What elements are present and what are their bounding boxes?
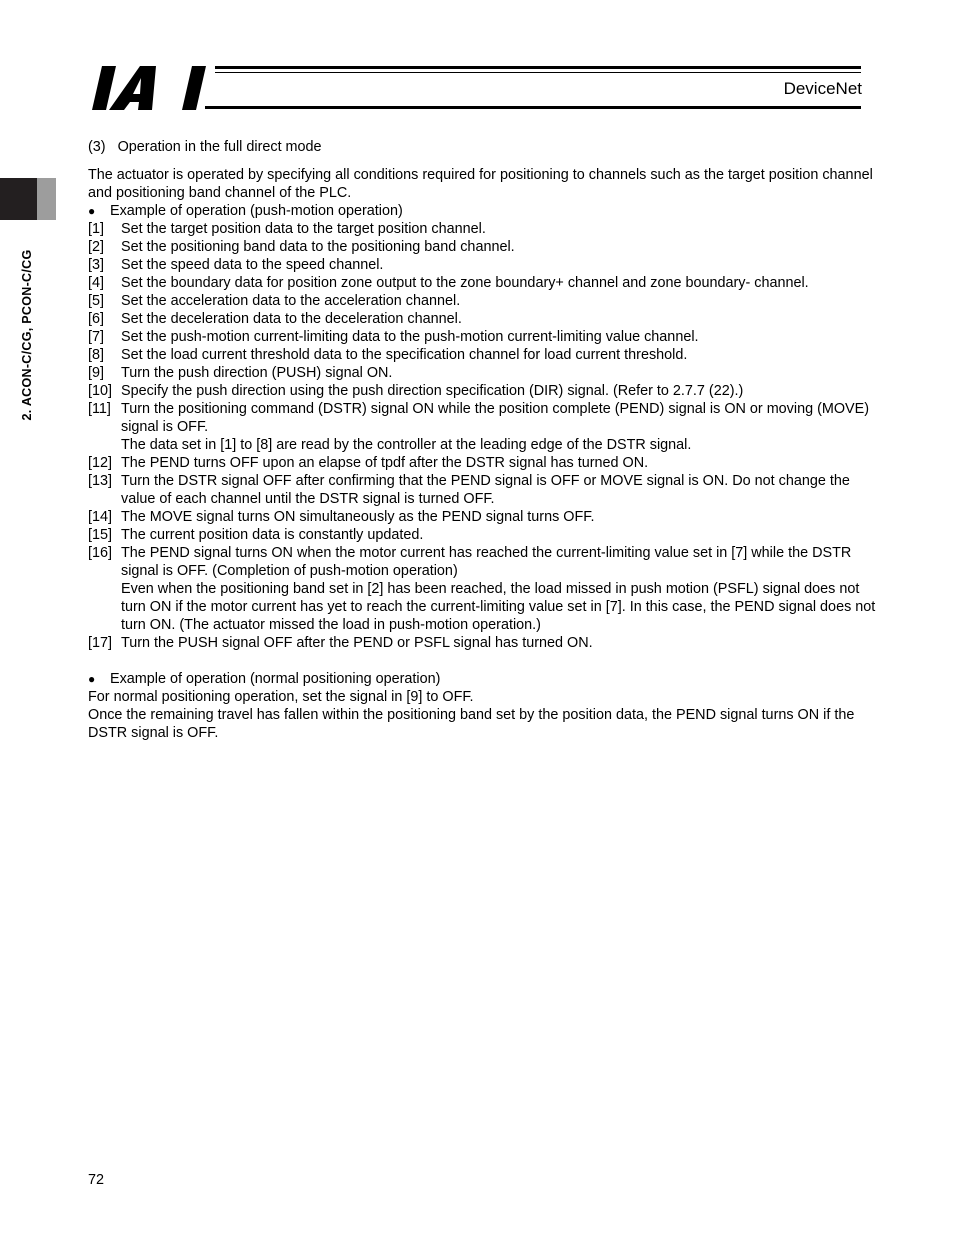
bullet-icon: ●	[88, 672, 96, 686]
list-item	[88, 346, 888, 364]
step-line: Set the acceleration data to the acceleration channel.	[121, 293, 461, 309]
step-number: [2]	[88, 239, 104, 255]
list-item	[88, 634, 888, 652]
bullet-icon: ●	[88, 204, 96, 218]
step-number: [1]	[88, 221, 104, 237]
step-line: Set the target position data to the target position channel.	[121, 221, 486, 237]
step-number: [10]	[88, 383, 113, 399]
step-number: [14]	[88, 509, 113, 525]
step-line: The data set in [1] to [8] are read by the controller at the leading edge of the DSTR signal.	[121, 437, 692, 453]
example-title: Example of operation (normal positioning operation)	[110, 671, 441, 687]
list-item	[88, 454, 888, 472]
step-number: [8]	[88, 347, 104, 363]
list-item	[88, 364, 888, 382]
chapter-side-label: 2. ACON-C/CG, PCON-C/CG	[20, 249, 34, 421]
list-item	[88, 544, 888, 634]
step-number: [15]	[88, 527, 113, 543]
step-number: [17]	[88, 635, 113, 651]
step-number: [13]	[88, 473, 113, 489]
step-text	[121, 472, 888, 508]
list-item	[88, 292, 888, 310]
step-number: [5]	[88, 293, 104, 309]
list-item	[88, 328, 888, 346]
step-number: [11]	[88, 401, 111, 417]
step-text	[121, 292, 888, 310]
step-line: Turn the positioning command (DSTR) signal ON while the position complete (PEND) signal is ON or moving (MOVE) signal is OFF.	[121, 401, 870, 435]
section-title: (3) Operation in the full direct mode	[88, 139, 322, 155]
iai-logo	[92, 66, 212, 110]
list-item	[88, 256, 888, 274]
list-item	[88, 238, 888, 256]
list-item	[88, 382, 888, 400]
example-heading-push	[88, 202, 888, 220]
step-number: [12]	[88, 455, 113, 471]
example-title: Example of operation (push-motion operation)	[110, 203, 403, 219]
step-line: Turn the push direction (PUSH) signal ON.	[121, 365, 393, 381]
step-text	[121, 238, 888, 256]
step-line: Set the boundary data for position zone output to the zone boundary+ channel and zone boundary- channel.	[121, 275, 809, 291]
step-line: The MOVE signal turns ON simultaneously as the PEND signal turns OFF.	[121, 509, 595, 525]
header-rule-top-thin	[215, 72, 861, 73]
example-heading-normal	[88, 670, 888, 688]
chapter-tab-dark	[0, 178, 37, 220]
step-line: The PEND turns OFF upon an elapse of tpdf after the DSTR signal has turned ON.	[121, 455, 649, 471]
step-text	[121, 274, 888, 292]
header-rule-bottom	[205, 106, 861, 109]
step-text	[121, 634, 888, 652]
list-item	[88, 472, 888, 508]
step-text	[121, 310, 888, 328]
step-line: Set the positioning band data to the positioning band channel.	[121, 239, 515, 255]
page-content	[88, 138, 888, 742]
section-intro: The actuator is operated by specifying all conditions required for positioning to channels such as the target position channel and positioning band channel of the PLC.	[88, 167, 873, 201]
step-line: The current position data is constantly updated.	[121, 527, 424, 543]
step-number: [6]	[88, 311, 104, 327]
step-number: [16]	[88, 545, 113, 561]
step-number: [7]	[88, 329, 104, 345]
paragraph: Once the remaining travel has fallen within the positioning band set by the position data, the PEND signal turns ON if the DSTR signal is OFF.	[88, 707, 855, 741]
step-text	[121, 328, 888, 346]
step-list	[88, 220, 888, 652]
step-text	[121, 454, 888, 472]
page-number: 72	[88, 1172, 105, 1188]
step-text	[121, 400, 888, 454]
list-item	[88, 400, 888, 454]
step-line: The PEND signal turns ON when the motor current has reached the current-limiting value set in [7] while the DSTR signal is OFF. (Completion of push-motion operation)	[121, 545, 852, 579]
step-line: Set the speed data to the speed channel.	[121, 257, 384, 273]
list-item	[88, 274, 888, 292]
step-text	[121, 220, 888, 238]
step-line: Even when the positioning band set in [2] has been reached, the load missed in push motion (PSFL) signal does not turn ON if the motor current has yet to reach the current-limiting value set in [7]. In this case, the PEND signal does not turn ON. (The actuator missed the load in push-motion operation.)	[121, 581, 876, 633]
step-text	[121, 364, 888, 382]
step-text	[121, 346, 888, 364]
step-line: Set the load current threshold data to the specification channel for load current threshold.	[121, 347, 688, 363]
paragraph: For normal positioning operation, set the signal in [9] to OFF.	[88, 689, 474, 705]
list-item	[88, 220, 888, 238]
list-item	[88, 526, 888, 544]
step-number: [3]	[88, 257, 104, 273]
step-line: Turn the PUSH signal OFF after the PEND or PSFL signal has turned ON.	[121, 635, 593, 651]
step-line: Set the deceleration data to the deceleration channel.	[121, 311, 462, 327]
step-text	[121, 256, 888, 274]
list-item	[88, 508, 888, 526]
step-number: [4]	[88, 275, 104, 291]
header-rule-top	[215, 66, 861, 69]
step-line: Set the push-motion current-limiting data to the push-motion current-limiting value channel.	[121, 329, 699, 345]
step-text	[121, 526, 888, 544]
list-item	[88, 310, 888, 328]
chapter-tab-light	[37, 178, 56, 220]
step-text	[121, 544, 888, 634]
step-line: Specify the push direction using the push direction specification (DIR) signal. (Refer to 2.7.7 (22).)	[121, 383, 744, 399]
step-line: Turn the DSTR signal OFF after confirming that the PEND signal is OFF or MOVE signal is ON. Do not change the value of each channel until the DSTR signal is turned OFF.	[121, 473, 850, 507]
step-text	[121, 382, 888, 400]
step-text	[121, 508, 888, 526]
step-number: [9]	[88, 365, 104, 381]
header-title: DeviceNet	[783, 79, 862, 98]
